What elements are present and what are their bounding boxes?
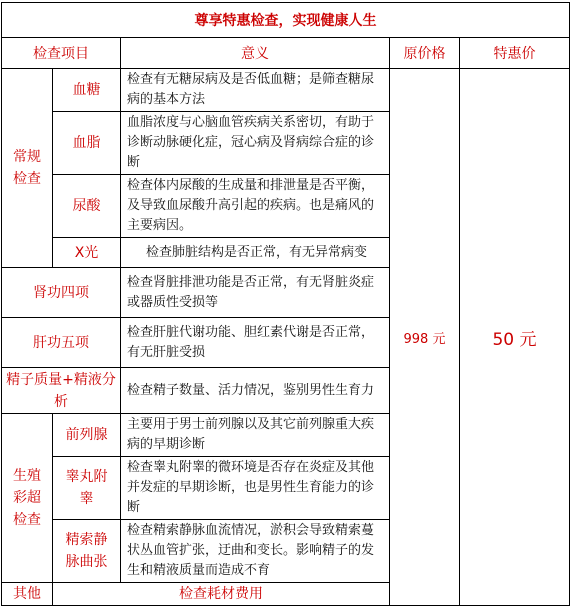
header-item: 检查项目 (2, 38, 121, 69)
header-meaning: 意义 (121, 38, 390, 69)
original-price: 998 元 (390, 69, 460, 606)
item-desc-other: 检查耗材费用 (53, 583, 390, 606)
group-routine: 常规检查 (2, 69, 53, 268)
item-desc-xray: 检查肺脏结构是否正常，有无异常病变 (121, 238, 390, 268)
item-name-xray: X光 (53, 238, 121, 268)
item-name-varicocele: 精索静脉曲张 (53, 520, 121, 583)
item-name-other: 其他 (2, 583, 53, 606)
price-table (1, 2, 570, 606)
item-desc-kidney: 检查肾脏排泄功能是否正常，有无肾脏炎症或器质性受损等 (121, 268, 390, 318)
item-desc-uric-acid: 检查体内尿酸的生成量和排泄量是否平衡，及导致血尿酸升高引起的疾病。也是痛风的主要病因。 (121, 175, 390, 238)
item-name-sperm: 精子质量+精液分析 (2, 368, 121, 414)
item-name-liver: 肝功五项 (2, 318, 121, 368)
group-reproductive: 生殖彩超检查 (2, 414, 53, 583)
item-name-uric-acid: 尿酸 (53, 175, 121, 238)
header-special-price: 特惠价 (460, 38, 570, 69)
item-name-kidney: 肾功四项 (2, 268, 121, 318)
table-title: 尊享特惠检查，实现健康人生 (2, 3, 570, 38)
item-name-testis: 睾丸附睾 (53, 457, 121, 520)
item-desc-liver: 检查肝脏代谢功能、胆红素代谢是否正常，有无肝脏受损 (121, 318, 390, 368)
item-desc-testis: 检查睾丸附睾的微环境是否存在炎症及其他并发症的早期诊断，也是男性生育能力的诊断 (121, 457, 390, 520)
item-desc-blood-sugar: 检查有无糖尿病及是否低血糖；是筛查糖尿病的基本方法 (121, 69, 390, 112)
item-desc-prostate: 主要用于男士前列腺以及其它前列腺重大疾病的早期诊断 (121, 414, 390, 457)
item-desc-varicocele: 检查精索静脉血流情况，淤积会导致精索蔓状丛血管扩张，迂曲和变长。影响精子的发生和精液质量而造成不育 (121, 520, 390, 583)
special-price: 50 元 (460, 69, 570, 606)
item-name-blood-lipid: 血脂 (53, 112, 121, 175)
item-desc-blood-lipid: 血脂浓度与心脑血管疾病关系密切，有助于诊断动脉硬化症，冠心病及肾病综合症的诊断 (121, 112, 390, 175)
item-desc-sperm: 检查精子数量、活力情况，鉴别男性生育力 (121, 368, 390, 414)
item-name-blood-sugar: 血糖 (53, 69, 121, 112)
item-name-prostate: 前列腺 (53, 414, 121, 457)
header-original-price: 原价格 (390, 38, 460, 69)
